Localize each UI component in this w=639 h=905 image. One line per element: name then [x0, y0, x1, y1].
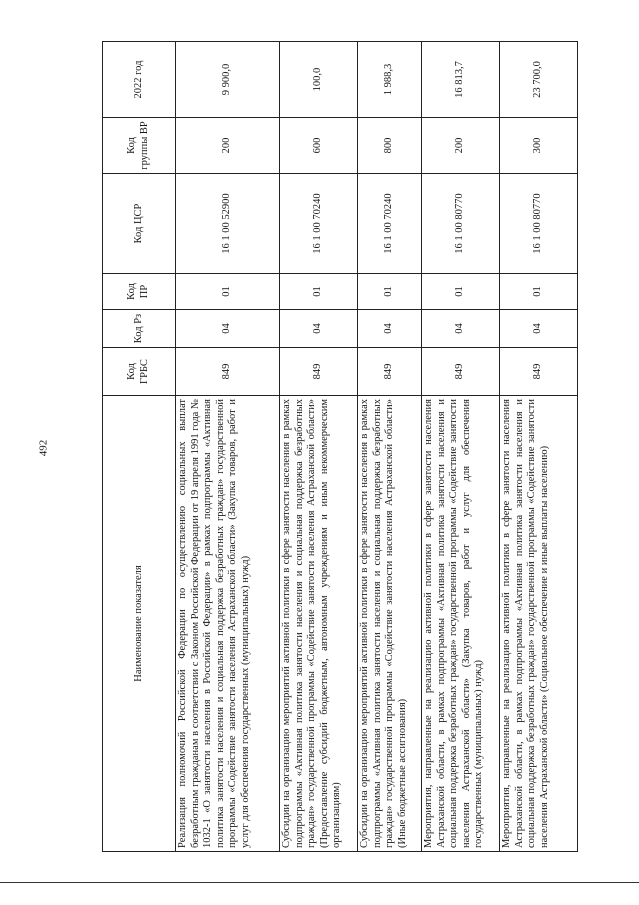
cell-vr: 200: [176, 118, 280, 174]
cell-vr: 200: [422, 118, 500, 174]
page-number: 492: [37, 439, 50, 457]
cell-csr: 16 1 00 52900: [176, 174, 280, 274]
cell-rz: 04: [358, 310, 422, 348]
cell-pr: 01: [358, 274, 422, 310]
table-row: [176, 42, 280, 852]
cell-name: Мероприятия, направленные на реализацию активной политики в сфере занятости населения Астраханской области, в рамках подпрограммы «Активная политика занятости населения и социальная поддержка безработных граждан» государственной программы «Содействие занятости населения Астраханской области» (Закупка товаров, работ и услуг для обеспечения государственных (муниципальных) нужд): [422, 396, 500, 852]
cell-csr: 16 1 00 70240: [358, 174, 422, 274]
cell-amount: 100,0: [280, 42, 358, 118]
table-row: [358, 42, 422, 852]
budget-table-rotated: [102, 42, 550, 852]
table-row: [500, 42, 578, 852]
cell-grbs: 849: [358, 348, 422, 396]
cell-csr: 16 1 00 80770: [500, 174, 578, 274]
bottom-rule-line: [0, 882, 639, 883]
cell-amount: 23 700,0: [500, 42, 578, 118]
cell-pr: 01: [176, 274, 280, 310]
table-row: [280, 42, 358, 852]
cell-grbs: 849: [280, 348, 358, 396]
table-row: [422, 42, 500, 852]
cell-grbs: 849: [422, 348, 500, 396]
cell-name: Реализация полномочий Российской Федерации по осуществлению социальных выплат безработным гражданам в соответствии с Законом Российской Федерации от 19 апреля 1991 года № 1032-1 «О занятости населения в Российской Федерации» в рамках подпрограммы «Активная политика занятости населения и социальная поддержка безработных граждан» государственной программы «Содействие занятости населения Астраханской области» (Закупка товаров, работ и услуг для обеспечения государственных (муниципальных) нужд): [176, 396, 280, 852]
cell-name: Субсидии на организацию мероприятий активной политики в сфере занятости населения в рамках подпрограммы «Активная политика занятости населения и социальная поддержка безработных граждан» государственной программы «Содействие занятости населения Астраханской области» (Предоставление субсидий бюджетным, автономным учреждениям и иным некоммерческим организациям): [280, 396, 358, 852]
cell-name: Мероприятия, направленные на реализацию активной политики в сфере занятости населения Астраханской области, в рамках подпрограммы «Активная политика занятости населения и социальная поддержка безработных граждан» государственной программы «Содействие занятости населения Астраханской области» (Социальное обеспечение и иные выплаты населению): [500, 396, 578, 852]
cell-csr: 16 1 00 80770: [422, 174, 500, 274]
cell-pr: 01: [500, 274, 578, 310]
header-csr: Код ЦСР: [103, 174, 176, 274]
cell-amount: 1 988,3: [358, 42, 422, 118]
cell-rz: 04: [176, 310, 280, 348]
header-pr: Код ПР: [103, 274, 176, 310]
cell-grbs: 849: [500, 348, 578, 396]
cell-rz: 04: [422, 310, 500, 348]
cell-grbs: 849: [176, 348, 280, 396]
cell-rz: 04: [280, 310, 358, 348]
table-header-row: [103, 42, 176, 852]
cell-pr: 01: [422, 274, 500, 310]
budget-table: [102, 41, 578, 852]
cell-name: Субсидии на организацию мероприятий активной политики в сфере занятости населения в рамках подпрограммы «Активная политика занятости населения и социальная поддержка безработных граждан» государственной программы «Содействие занятости населения Астраханской области» (Иные бюджетные ассигнования): [358, 396, 422, 852]
header-name: Наименование показателя: [103, 396, 176, 852]
header-vr: Код группы ВР: [103, 118, 176, 174]
cell-vr: 300: [500, 118, 578, 174]
header-grbs: Код ГРБС: [103, 348, 176, 396]
cell-csr: 16 1 00 70240: [280, 174, 358, 274]
cell-vr: 800: [358, 118, 422, 174]
cell-pr: 01: [280, 274, 358, 310]
header-rz: Код Рз: [103, 310, 176, 348]
cell-rz: 04: [500, 310, 578, 348]
cell-amount: 16 813,7: [422, 42, 500, 118]
cell-amount: 9 900,0: [176, 42, 280, 118]
cell-vr: 600: [280, 118, 358, 174]
header-year: 2022 год: [103, 42, 176, 118]
